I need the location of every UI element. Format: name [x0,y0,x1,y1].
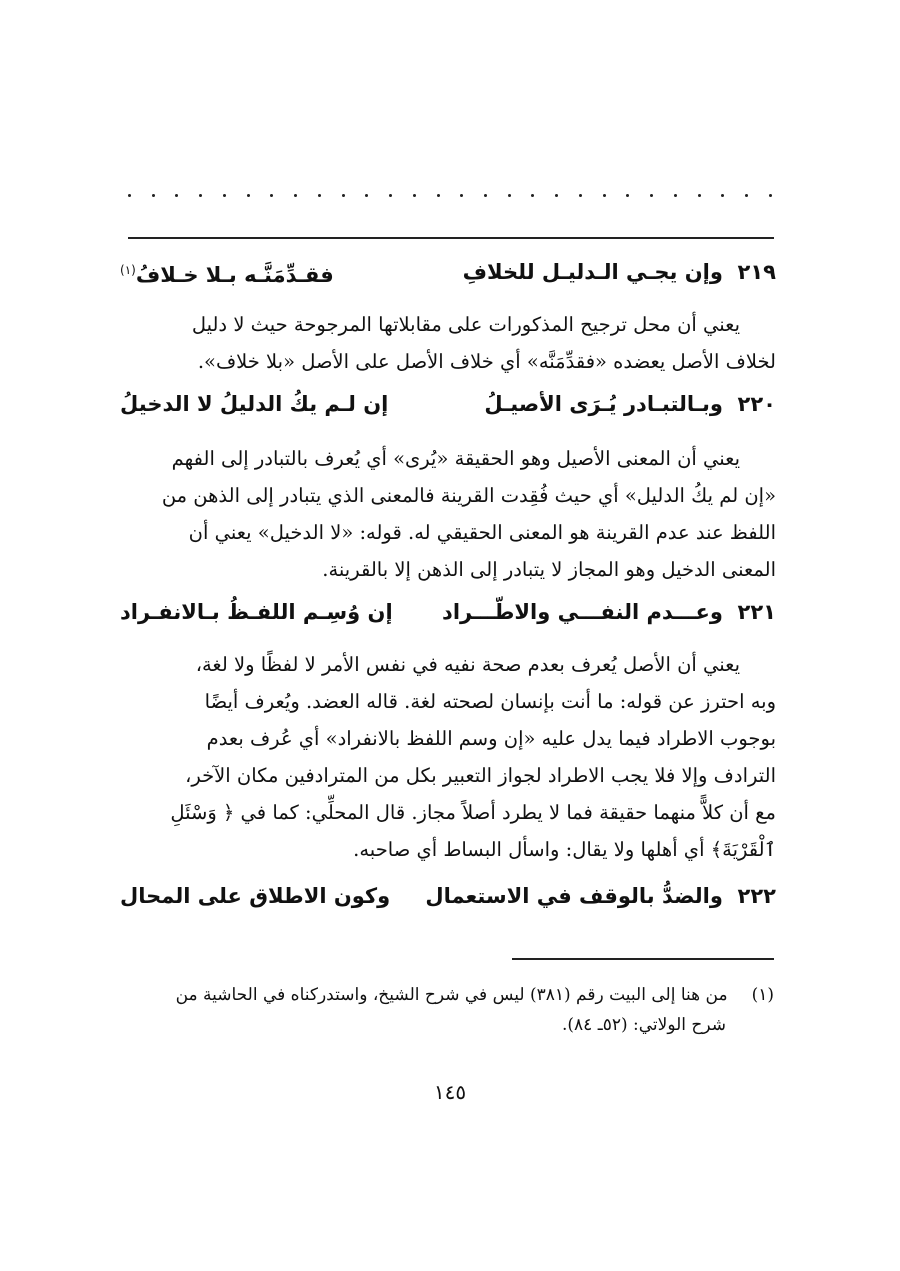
verse-block-222 [120,876,776,916]
verse-first-hemistich: ٢٢٢ والضدُّ بالوقف في الاستعمال [425,884,776,908]
footnote-separator [512,958,774,960]
verse-line [120,876,776,916]
dot [342,194,345,197]
commentary-line: اللفظ عند عدم القرينة هو المعنى الحقيقي له. قوله: «لا الدخيل» يعني أن [188,521,776,544]
verse-second-hemistich: إن لـم يكُ الدليلُ لا الدخيلُ [120,392,389,416]
dot [745,194,748,197]
dot [413,194,416,197]
dot [603,194,606,197]
footnote-number: (١) [751,985,774,1005]
dot [555,194,558,197]
header-dotted-line [128,188,772,202]
verse-first-hemistich: ٢٢١ وعـــدم النفـــي والاطّـــراد [442,600,776,624]
dot [531,194,534,197]
verse-block-221 [120,592,776,632]
verse-number: ٢٢٠ [737,392,776,416]
commentary-line: يعني أن محل ترجيح المذكورات على مقابلاتها المرجوحة حيث لا دليل [191,313,740,336]
dot [698,194,701,197]
verse-number: ٢١٩ [737,260,776,284]
dot [721,194,724,197]
dot [247,194,250,197]
dot [508,194,511,197]
dot [650,194,653,197]
footnote-text: من هنا إلى البيت رقم (٣٨١) ليس في شرح الشيخ، واستدركناه في الحاشية من [175,985,728,1005]
commentary-line: بوجوب الاطراد فيما يدل عليه «إن وسم اللفظ بالانفراد» أي عُرف بعدم [206,727,776,750]
verse-line [120,592,776,632]
header-rule [128,237,774,239]
verse-block-220 [120,384,776,424]
dot [579,194,582,197]
verse-first-hemistich: ٢٢٠ وبـالتبـادر يُـرَى الأصيـلُ [484,392,776,416]
dot [294,194,297,197]
dot [769,194,772,197]
verse-line [120,252,776,292]
dot [460,194,463,197]
dot [484,194,487,197]
dot [223,194,226,197]
commentary-line: الترادف وإلا فلا يجب الاطراد لجواز التعبير بكل من المترادفين مكان الآخر، [185,764,776,787]
verse-second-hemistich: وكون الاطلاق على المحال [120,884,391,908]
footnote [128,980,774,1040]
verse-first-hemistich: ٢١٩ وإن يجـي الـدليـل للخلافِ [462,260,776,284]
verse-number: ٢٢١ [737,600,776,624]
footnote-line [128,980,774,1010]
commentary-paragraph [120,440,776,588]
footnote-reference[interactable]: (١) [120,262,136,277]
verse-number: ٢٢٢ [737,884,776,908]
footnote-line: شرح الولاتي: (٥٢ـ ٨٤). [561,1015,726,1035]
commentary-block-2 [120,440,776,588]
verse-second-hemistich: فقـدِّمَنَّـه بـلا خـلافُ$^{(١)}$ [120,262,334,287]
verse-block-219 [120,252,776,292]
page-number: ١٤٥ [433,1080,467,1104]
commentary-line: ٱلْقَرْيَةَ﴾ أي أهلها ولا يقال: واسأل البساط أي صاحبه. [353,838,776,861]
dot [199,194,202,197]
commentary-line: لخلاف الأصل يعضده «فقدِّمَنَّه» أي خلاف الأصل على الأصل «بلا خلاف». [197,350,776,373]
commentary-line: يعني أن الأصل يُعرف بعدم صحة نفيه في نفس الأمر لا لفظًا ولا لغة، [195,653,740,676]
dot [626,194,629,197]
dot [389,194,392,197]
dot [128,194,131,197]
dot [175,194,178,197]
commentary-block-3 [120,646,776,868]
dot [270,194,273,197]
commentary-paragraph [120,646,776,868]
dot [437,194,440,197]
commentary-line: يعني أن المعنى الأصيل وهو الحقيقة «يُرى» أي يُعرف بالتبادر إلى الفهم [171,447,740,470]
commentary-line: «إن لم يكُ الدليل» أي حيث فُقِدت القرينة فالمعنى الذي يتبادر إلى الذهن من [161,484,776,507]
commentary-paragraph [120,306,776,380]
commentary-line: المعنى الدخيل وهو المجاز لا يتبادر إلى الذهن إلا بالقرينة. [322,558,776,581]
verse-second-hemistich: إن وُسِـم اللفـظُ بـالانفـراد [120,600,393,624]
commentary-line: مع أن كلاًّ منهما حقيقة فما لا يطرد أصلاً مجاز. قال المحلِّي: كما في ﴿ وَسْئَلِ [170,801,776,824]
dot [152,194,155,197]
dot [674,194,677,197]
commentary-block-1 [120,306,776,380]
verse-line [120,384,776,424]
dot [318,194,321,197]
dot [365,194,368,197]
commentary-line: وبه احترز عن قوله: ما أنت بإنسان لصحته لغة. قاله العضد. ويُعرف أيضًا [204,690,776,713]
